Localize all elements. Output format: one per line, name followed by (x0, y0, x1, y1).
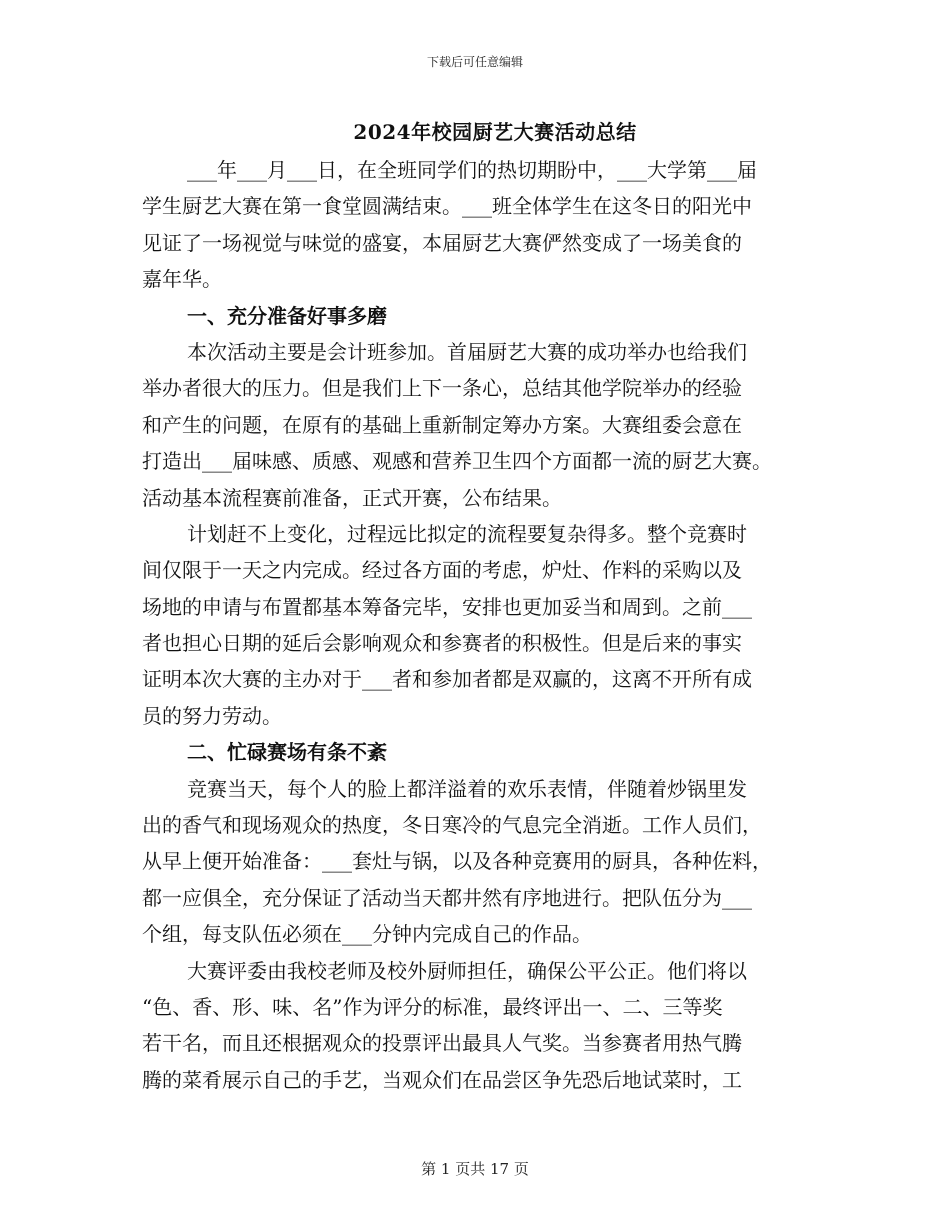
body-text-line: 本次活动主要是会计班参加。首届厨艺大赛的成功举办也给我们 (187, 339, 747, 364)
body-text-line: 若干名，而且还根据观众的投票评出最具人气奖。当参赛者用热气腾 (142, 1031, 742, 1056)
body-text-line: ___年___月___日，在全班同学们的热切期盼中，___大学第___届 (187, 158, 757, 182)
document-title: 2024年校园厨艺大赛活动总结 (353, 120, 637, 144)
section-heading: 一、充分准备好事多磨 (187, 303, 387, 328)
body-text-line: 间仅限于一天之内完成。经过各方面的考虑，炉灶、作料的采购以及 (142, 558, 742, 583)
page-footer: 第 1 页共 17 页 (421, 1160, 529, 1178)
body-text-line: 竞赛当天，每个人的脸上都洋溢着的欢乐表情，伴随着炒锅里发 (187, 776, 747, 801)
body-text-line: 嘉年华。 (142, 267, 222, 292)
body-text-line: 场地的申请与布置都基本筹备完毕，安排也更加妥当和周到。之前___ (142, 594, 752, 619)
body-text-line: 者也担心日期的延后会影响观众和参赛者的积极性。但是后来的事实 (142, 631, 742, 656)
body-text-line: 学生厨艺大赛在第一食堂圆满结束。___班全体学生在这冬日的阳光中 (142, 194, 752, 219)
body-text-line: 举办者很大的压力。但是我们上下一条心，总结其他学院举办的经验 (142, 376, 742, 401)
body-text-line: 和产生的问题，在原有的基础上重新制定筹办方案。大赛组委会意在 (142, 412, 742, 437)
body-text-line: 打造出___届味感、质感、观感和营养卫生四个方面都一流的厨艺大赛。 (142, 449, 772, 474)
body-text-line: 活动基本流程赛前准备，正式开赛，公布结果。 (142, 485, 562, 510)
body-text-line: 都一应俱全，充分保证了活动当天都井然有序地进行。把队伍分为___ (142, 885, 752, 910)
section-heading: 二、忙碌赛场有条不紊 (187, 740, 387, 765)
body-text-line: 计划赶不上变化，过程远比拟定的流程要复杂得多。整个竞赛时 (187, 521, 747, 546)
body-text-line: 大赛评委由我校老师及校外厨师担任，确保公平公正。他们将以 (187, 958, 747, 983)
header-note: 下载后可任意编辑 (426, 55, 523, 69)
document-body (142, 152, 812, 1098)
body-text-line: 从早上便开始准备：___套灶与锅，以及各种竞赛用的厨具，各种佐料， (142, 849, 772, 874)
body-text-line: 出的香气和现场观众的热度，冬日寒冷的气息完全消逝。工作人员们， (142, 813, 762, 838)
body-text-line: 个组，每支队伍必须在___分钟内完成自己的作品。 (142, 922, 592, 947)
body-text-line: 证明本次大赛的主办对于___者和参加者都是双赢的，这离不开所有成 (142, 667, 752, 692)
body-text-line: “色、香、形、味、名”作为评分的标准，最终评出一、二、三等奖 (142, 994, 723, 1019)
body-text-line: 见证了一场视觉与味觉的盛宴，本届厨艺大赛俨然变成了一场美食的 (142, 230, 742, 255)
body-text-line: 员的努力劳动。 (142, 703, 282, 728)
body-text-line: 腾的菜肴展示自己的手艺，当观众们在品尝区争先恐后地试菜时，工 (142, 1067, 742, 1092)
